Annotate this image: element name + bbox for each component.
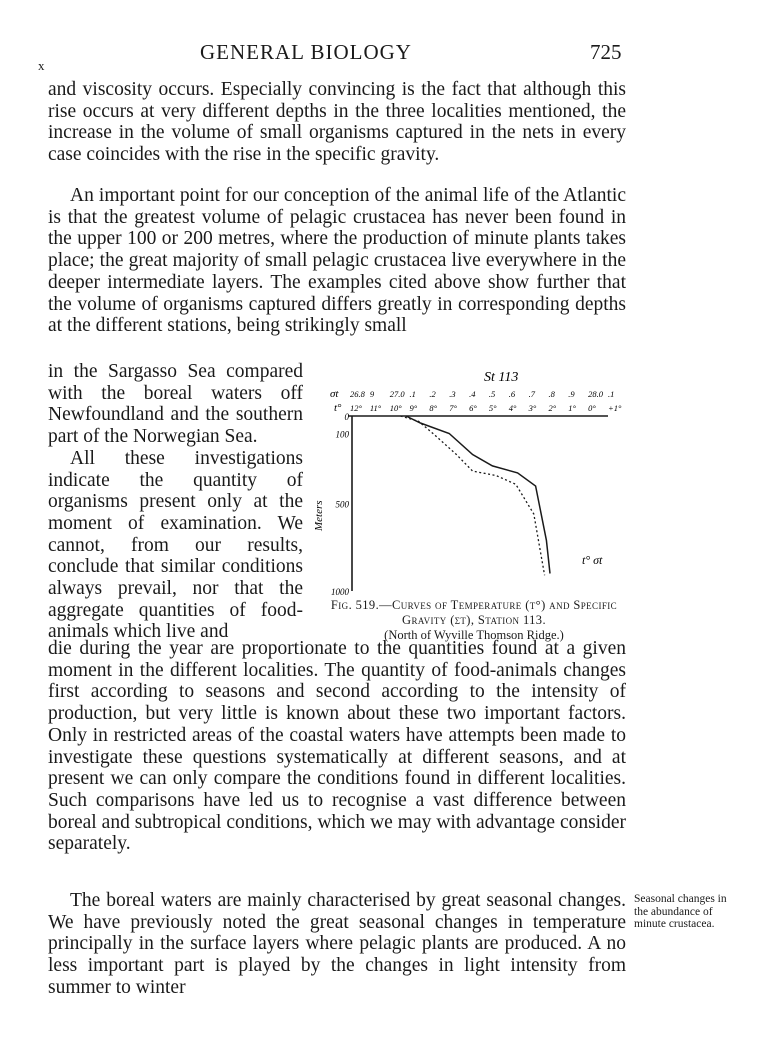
sigma-tick-label: .5 — [488, 389, 496, 399]
paragraph-3-start: All these investigations indicate the quantity of organisms present only at the moment of examination. We cannot, from our results, conclude that similar conditions always prevail, nor that the aggregate quantities of food-animals which live and — [48, 447, 303, 643]
sigma-tick-label: 27.0 — [389, 389, 405, 399]
depth-tick-labels — [331, 412, 350, 597]
sigma-tick-label: 26.8 — [350, 389, 365, 399]
signature-mark: x — [38, 58, 45, 73]
temperature-tick-label: 3° — [528, 403, 537, 413]
depth-tick-label: 1000 — [331, 587, 349, 597]
page-number: 725 — [590, 40, 622, 64]
caption-subtitle: (North of Wyville Thomson Ridge.) — [384, 628, 564, 642]
temperature-tick-label: 8° — [429, 403, 438, 413]
narrow-column — [48, 361, 303, 643]
sigma-tick-label: 9 — [369, 389, 375, 399]
sigma-tick-label: .3 — [449, 389, 456, 399]
curves — [401, 416, 550, 575]
paragraph-3-continued — [48, 638, 626, 855]
sigma-tick-label: .1 — [409, 389, 416, 399]
sigma-tick-label: .6 — [508, 389, 516, 399]
sigma-tick-label: .8 — [548, 389, 555, 399]
running-head: GENERAL BIOLOGY — [200, 40, 412, 64]
temperature-tick-label: 7° — [449, 403, 457, 413]
station-label: St 113 — [484, 370, 519, 385]
paragraph-4 — [48, 890, 626, 999]
caption-title: —Curves of Temperature (t°) and Specific Gravity (σt), Station 113. — [379, 598, 618, 627]
temperature-tick-label: 12° — [350, 403, 362, 413]
sigma-tick-label: .4 — [469, 389, 476, 399]
margin-note: Seasonal changes in the abundance of minute crustacea. — [634, 893, 727, 930]
sigma-tick-labels — [350, 389, 614, 399]
temperature-curve — [406, 416, 550, 574]
curve-end-labels: t° σt — [582, 553, 603, 567]
sigma-tick-label: 28.0 — [588, 389, 604, 399]
paragraph-2-text: An important point for our conception of the animal life of the Atlantic is that the greatest volume of pelagic crustacea has never been found in the upper 100 or 200 metres, where the production of minute plants takes place; the great majority of small pelagic crustacea live everywhere in the deeper intermediate layers. The examples cited above show further that the volume of organisms captured differs greatly in corresponding depths at the different stations, being strikingly small — [48, 185, 626, 337]
paragraph-2-continued: in the Sargasso Sea compared with the boreal waters off Newfoundland and the southern part of the Norwegian Sea. — [48, 361, 303, 448]
temperature-tick-labels — [350, 403, 622, 413]
sigma-tick-label: .7 — [528, 389, 535, 399]
temperature-tick-label: 4° — [508, 403, 517, 413]
specific-gravity-curve — [401, 416, 545, 575]
temperature-tick-label: 9° — [409, 403, 418, 413]
temperature-tick-label: 2° — [548, 403, 557, 413]
temperature-tick-label: 1° — [568, 403, 576, 413]
sigma-tick-label: .9 — [568, 389, 575, 399]
sigma-symbol: σt — [330, 388, 339, 400]
temperature-tick-label: +1° — [608, 403, 622, 413]
depth-tick-label: 100 — [335, 429, 349, 440]
temperature-tick-label: 5° — [488, 403, 497, 413]
temperature-tick-label: 10° — [389, 403, 402, 413]
paragraph-1 — [48, 79, 626, 166]
paragraph-3-rest-text: die during the year are proportionate to the quantities found at a given moment in the different localities. The quantity of food-animals changes first according to seasons and second according to the intensity of production, but very little is known about these two important factors. Only in restricted areas of the coastal waters have attempts been made to investigate these questions systematically at different seasons, and at present we can only compare the conditions found in different localities. Such comparisons have led us to recognise a vast difference between boreal and subtropical conditions, which we may with advantage consider separately. — [48, 638, 626, 855]
sigma-tick-label: .1 — [608, 389, 615, 399]
depth-tick-label: 0 — [344, 412, 349, 422]
figure-caption — [312, 598, 636, 643]
temperature-density-chart — [312, 366, 636, 606]
temperature-tick-label: 6° — [469, 403, 477, 413]
y-axis-label: Meters — [313, 500, 325, 531]
paragraph-4-text: The boreal waters are mainly characterised by great seasonal changes. We have previously noted the great seasonal changes in temperature principally in the surface layers where pelagic plants are produced. A no less important part is played by the changes in light intensity from summer to winter — [48, 890, 626, 998]
t-symbol: t° — [334, 402, 342, 414]
caption-figure-number: Fig. 519. — [330, 598, 380, 612]
paragraph-2 — [48, 185, 626, 337]
depth-tick-label: 500 — [335, 499, 349, 510]
temperature-tick-label: 0° — [588, 403, 596, 413]
sigma-tick-label: .2 — [429, 389, 436, 399]
figure-519 — [312, 366, 636, 632]
temperature-tick-label: 11° — [369, 403, 382, 413]
paragraph-1-text: and viscosity occurs. Especially convincing is the fact that although this rise occurs at very different depths in the three localities mentioned, the increase in the volume of small organisms captured in the nets in every case coincides with the rise in the specific gravity. — [48, 79, 626, 166]
